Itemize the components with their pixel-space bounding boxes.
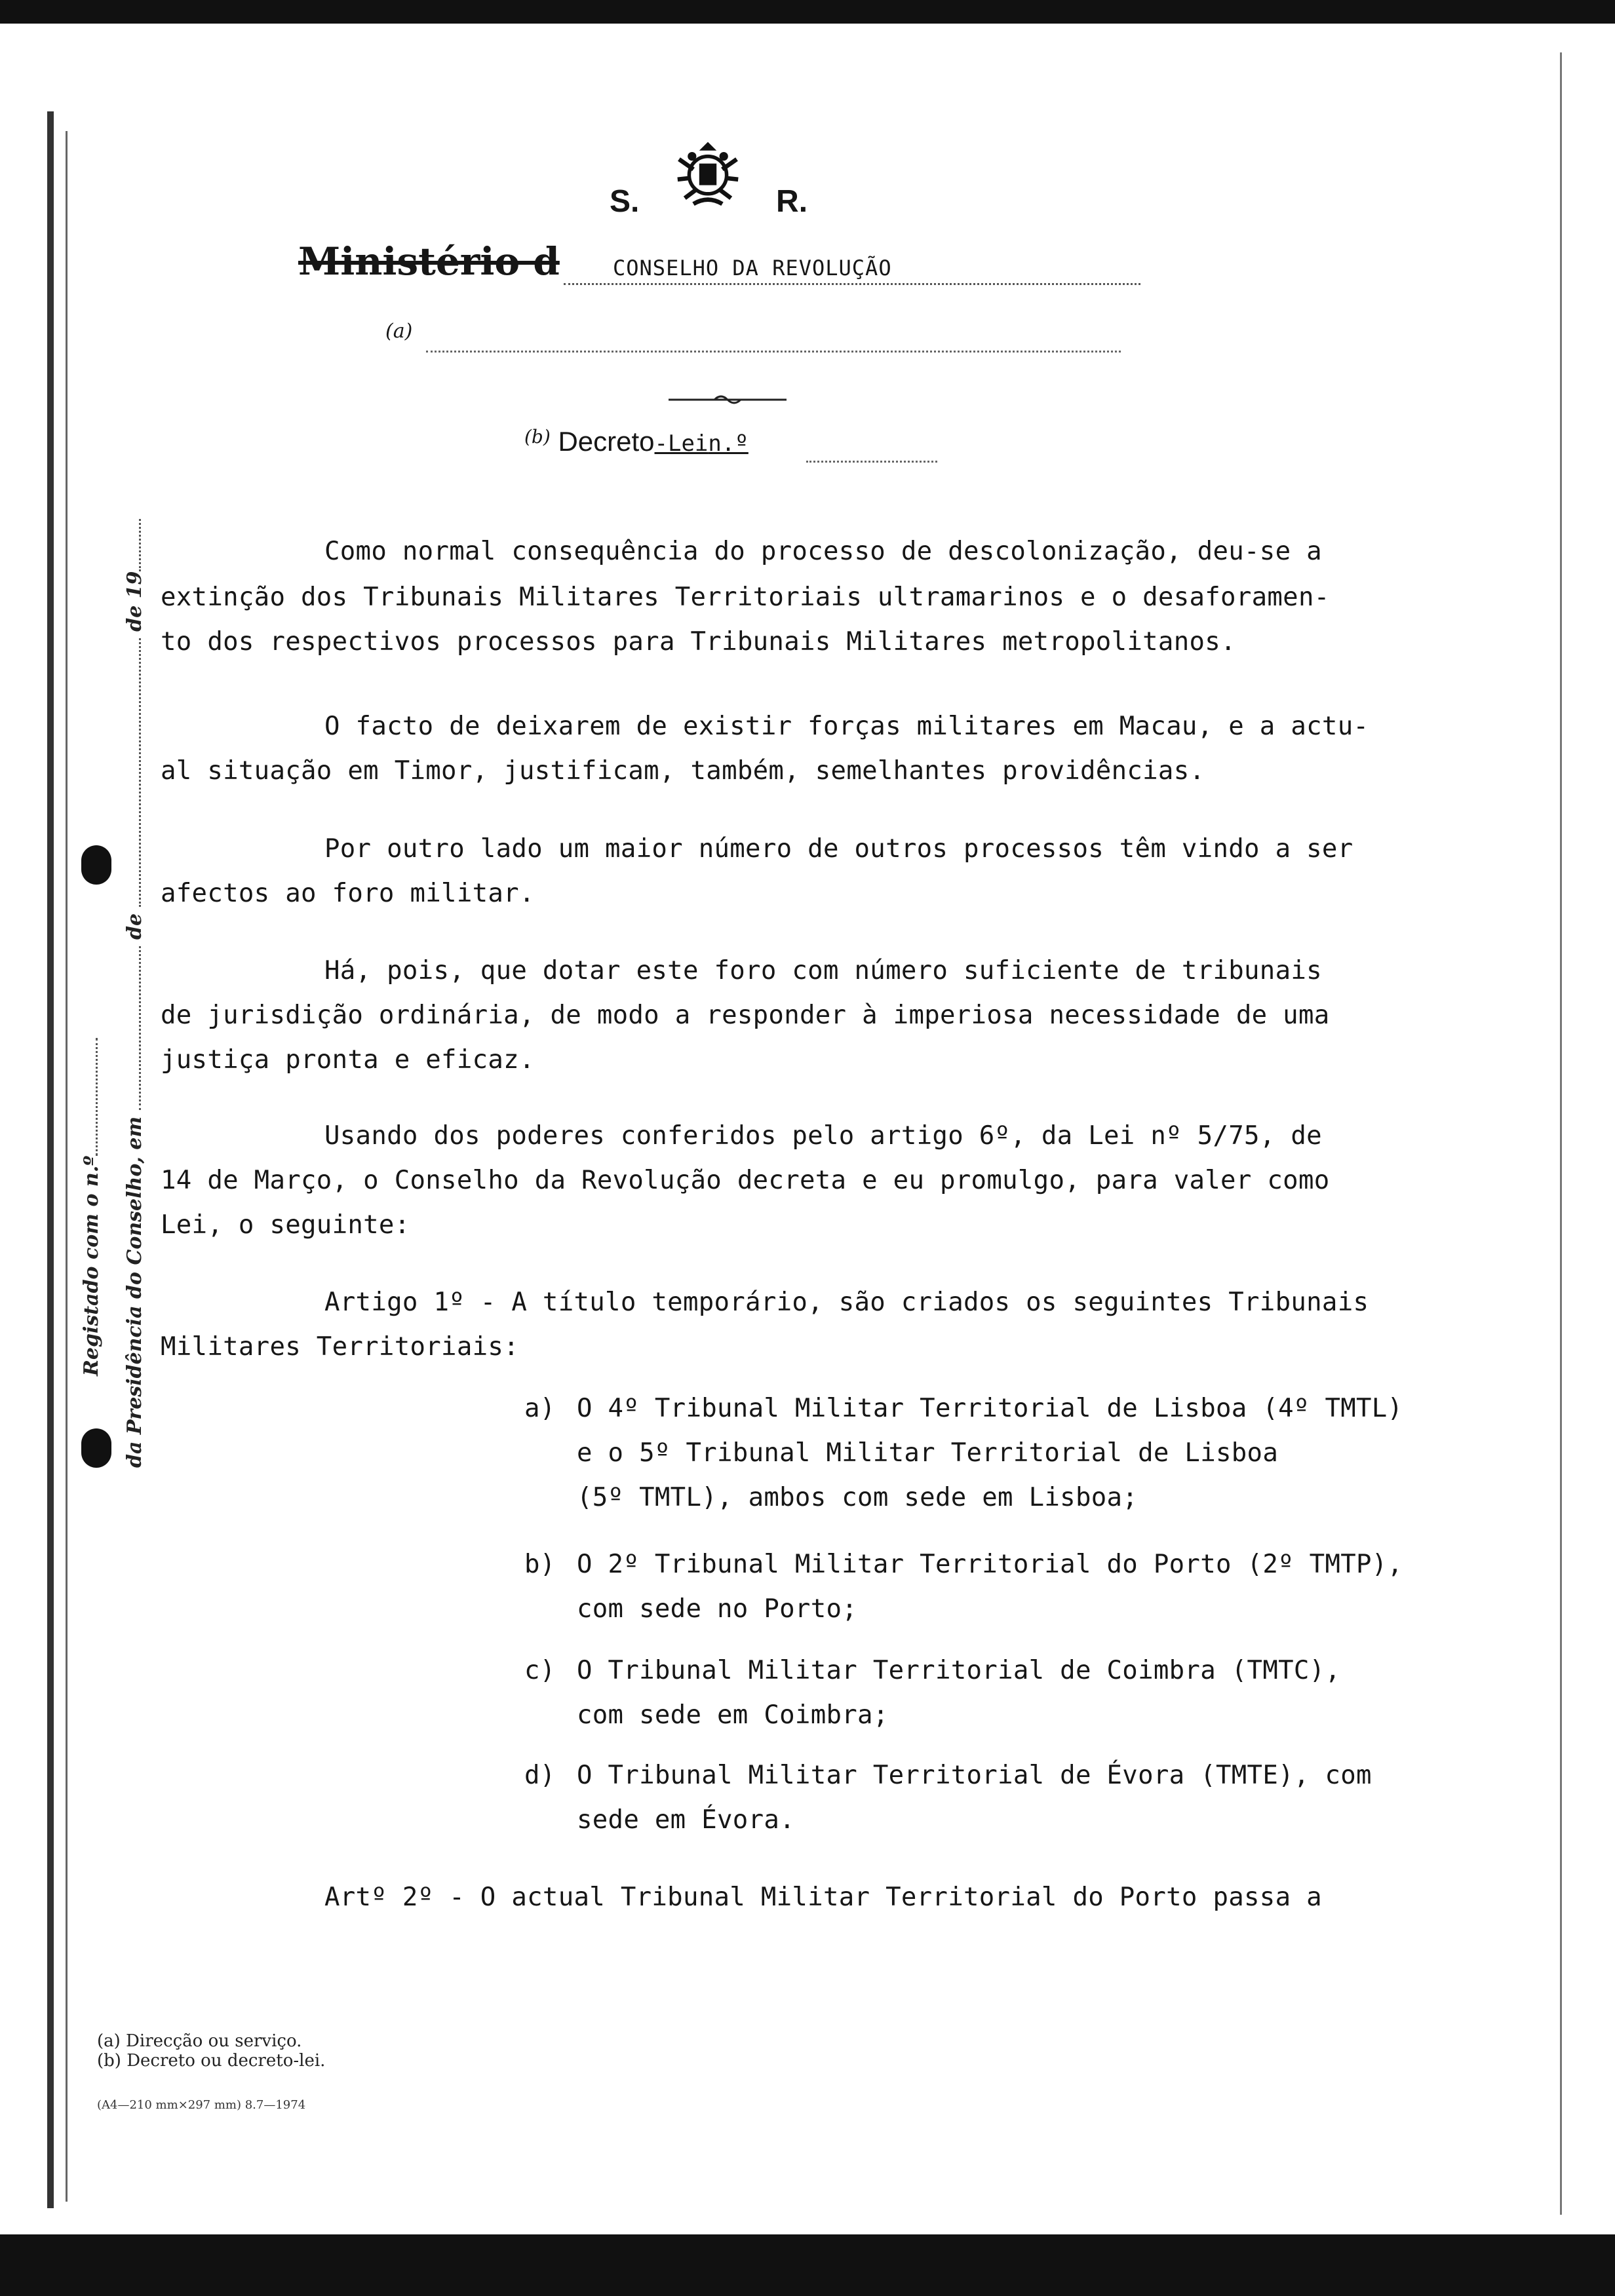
punch-hole-upper bbox=[81, 845, 111, 885]
council-dotted-line bbox=[564, 283, 1140, 285]
item-b-line1: O 2º Tribunal Militar Territorial do Porto (2º TMTP), bbox=[577, 1550, 1403, 1579]
decree-type: -Lei bbox=[654, 430, 709, 457]
para2-line2: al situação em Timor, justificam, também, semelhantes providências. bbox=[161, 756, 1205, 786]
decree-number-label: n.º bbox=[708, 430, 749, 457]
page-edge-right bbox=[1560, 52, 1562, 2215]
para3-line1: Por outro lado um maior número de outros processos têm vindo a ser bbox=[324, 834, 1353, 864]
footnote-a: (a) Direcção ou serviço. bbox=[97, 2031, 302, 2051]
divider-ornament-icon bbox=[669, 393, 787, 406]
footnotes bbox=[97, 2031, 325, 2071]
item-c-line2: com sede em Coimbra; bbox=[577, 1700, 889, 1730]
decree-label: Decreto bbox=[558, 426, 655, 457]
decree-number-line bbox=[806, 461, 937, 463]
seal-letter-right: R. bbox=[776, 183, 808, 219]
council-name: CONSELHO DA REVOLUÇÃO bbox=[613, 256, 892, 280]
footnote-b: (b) Decreto ou decreto-lei. bbox=[97, 2051, 326, 2071]
service-dotted-line bbox=[426, 351, 1121, 353]
para1-line1: Como normal consequência do processo de descolonização, deu-se a bbox=[324, 537, 1322, 566]
decree-title bbox=[524, 426, 749, 457]
decree-footnote-mark: (b) bbox=[524, 426, 551, 448]
item-a-label: a) bbox=[524, 1394, 556, 1423]
item-a-line1: O 4º Tribunal Militar Territorial de Lisboa (4º TMTL) bbox=[577, 1394, 1403, 1423]
item-d-label: d) bbox=[524, 1761, 556, 1790]
page-edge-left bbox=[47, 111, 54, 2208]
service-field-label: (a) bbox=[385, 320, 413, 343]
article1-line1: Artigo 1º - A título temporário, são criados os seguintes Tribunais bbox=[324, 1288, 1369, 1317]
margin-registered-note: Registado com o n.º bbox=[80, 1038, 103, 1376]
para5-line1: Usando dos poderes conferidos pelo artigo 6º, da Lei nº 5/75, de bbox=[324, 1121, 1322, 1151]
seal-header bbox=[610, 138, 808, 220]
item-a-line2: e o 5º Tribunal Militar Territorial de Lisboa bbox=[577, 1438, 1279, 1468]
para3-line2: afectos ao foro militar. bbox=[161, 879, 535, 908]
scan-border-top bbox=[0, 0, 1615, 24]
para1-line2: extinção dos Tribunais Militares Territoriais ultramarinos e o desaforamen- bbox=[161, 583, 1330, 612]
paper-format-note: (A4—210 mm×297 mm) 8.7—1974 bbox=[97, 2098, 306, 2112]
para5-line3: Lei, o seguinte: bbox=[161, 1210, 410, 1240]
item-b-line2: com sede no Porto; bbox=[577, 1594, 858, 1624]
para4-line3: justiça pronta e eficaz. bbox=[161, 1045, 535, 1075]
item-d-line2: sede em Évora. bbox=[577, 1805, 795, 1835]
item-c-line1: O Tribunal Militar Territorial de Coimbra (TMTC), bbox=[577, 1656, 1341, 1685]
para5-line2: 14 de Março, o Conselho da Revolução decreta e eu promulgo, para valer como bbox=[161, 1166, 1330, 1195]
page-edge-left-inner bbox=[66, 131, 68, 2202]
para4-line1: Há, pois, que dotar este foro com número suficiente de tribunais bbox=[324, 956, 1322, 985]
article1-line2: Militares Territoriais: bbox=[161, 1332, 519, 1362]
margin-presidencia-note: da Presidência do Conselho, emdede 19 bbox=[123, 519, 146, 1468]
ministry-heading: Ministério d bbox=[298, 239, 560, 284]
para2-line1: O facto de deixarem de existir forças militares em Macau, e a actu- bbox=[324, 712, 1369, 741]
article2-line1: Artº 2º - O actual Tribunal Militar Territorial do Porto passa a bbox=[324, 1883, 1322, 1912]
punch-hole-lower bbox=[81, 1428, 111, 1468]
scan-border-bottom bbox=[0, 2234, 1615, 2296]
para4-line2: de jurisdição ordinária, de modo a responder à imperiosa necessidade de uma bbox=[161, 1001, 1330, 1030]
para1-line3: to dos respectivos processos para Tribunais Militares metropolitanos. bbox=[161, 627, 1236, 657]
item-b-label: b) bbox=[524, 1550, 556, 1579]
item-a-line3: (5º TMTL), ambos com sede em Lisboa; bbox=[577, 1483, 1138, 1512]
seal-letter-left: S. bbox=[610, 183, 640, 219]
item-d-line1: O Tribunal Militar Territorial de Évora (TMTE), com bbox=[577, 1761, 1372, 1790]
coat-of-arms-icon bbox=[672, 138, 744, 210]
item-c-label: c) bbox=[524, 1656, 556, 1685]
